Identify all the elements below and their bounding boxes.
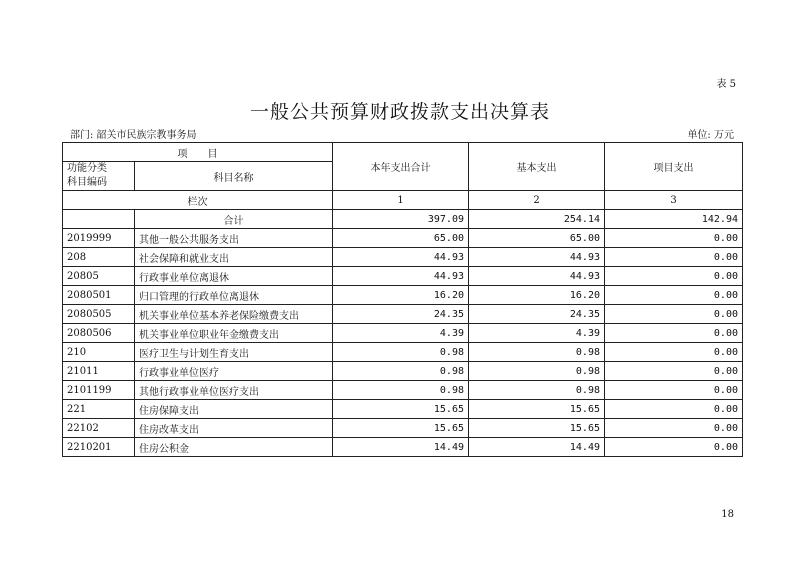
row-basic: 16.20 [469,286,605,305]
row-subject-name: 其他行政事业单位医疗支出 [135,381,333,400]
row-subject-name: 住房改革支出 [135,419,333,438]
row-total: 15.65 [333,419,469,438]
total-sum: 397.09 [333,210,469,229]
row-project: 0.00 [605,324,743,343]
row-project: 0.00 [605,305,743,324]
page-number: 18 [721,509,734,520]
row-basic: 15.65 [469,419,605,438]
table-row [63,229,743,248]
row-basic: 0.98 [469,381,605,400]
project-header: 项 目 [63,143,333,162]
row-project: 0.00 [605,229,743,248]
row-project: 0.00 [605,343,743,362]
row-code: 2080501 [63,286,135,305]
category-code-line2: 科目编码 [67,177,107,188]
row-code: 2210201 [63,438,135,457]
row-project: 0.00 [605,400,743,419]
table-row [63,324,743,343]
table-row [63,343,743,362]
row-code: 208 [63,248,135,267]
header-row-1 [63,143,743,162]
row-total: 0.98 [333,381,469,400]
row-basic: 0.98 [469,343,605,362]
table-row [63,362,743,381]
subject-name-header: 科目名称 [135,162,333,191]
row-code: 20805 [63,267,135,286]
row-project: 0.00 [605,438,743,457]
column-no-2: 2 [469,191,605,210]
table-row [63,381,743,400]
row-total: 44.93 [333,267,469,286]
row-project: 0.00 [605,286,743,305]
row-project: 0.00 [605,248,743,267]
total-project: 142.94 [605,210,743,229]
basic-header: 基本支出 [469,143,605,191]
row-subject-name: 医疗卫生与计划生育支出 [135,343,333,362]
category-code-line1: 功能分类 [67,163,107,174]
category-code-header [63,162,135,191]
column-no-label: 栏次 [63,191,333,210]
row-basic: 44.93 [469,248,605,267]
row-total: 4.39 [333,324,469,343]
row-total: 65.00 [333,229,469,248]
table-row [63,267,743,286]
total-basic: 254.14 [469,210,605,229]
row-code: 22102 [63,419,135,438]
row-total: 0.98 [333,343,469,362]
row-basic: 0.98 [469,362,605,381]
row-total: 44.93 [333,248,469,267]
row-subject-name: 住房保障支出 [135,400,333,419]
row-code: 2080506 [63,324,135,343]
row-subject-name: 归口管理的行政单位离退休 [135,286,333,305]
total-code-cell [63,210,135,229]
row-project: 0.00 [605,419,743,438]
row-basic: 4.39 [469,324,605,343]
table-row [63,419,743,438]
row-subject-name: 住房公积金 [135,438,333,457]
row-code: 2101199 [63,381,135,400]
total-row [63,210,743,229]
expenditure-table [62,142,743,457]
table-row [63,400,743,419]
project-exp-header: 项目支出 [605,143,743,191]
row-project: 0.00 [605,362,743,381]
row-total: 14.49 [333,438,469,457]
row-subject-name: 其他一般公共服务支出 [135,229,333,248]
table-row [63,305,743,324]
column-no-1: 1 [333,191,469,210]
table-row [63,248,743,267]
row-project: 0.00 [605,381,743,400]
row-subject-name: 社会保障和就业支出 [135,248,333,267]
row-project: 0.00 [605,267,743,286]
row-subject-name: 机关事业单位基本养老保险缴费支出 [135,305,333,324]
row-total: 0.98 [333,362,469,381]
table-row [63,438,743,457]
row-code: 210 [63,343,135,362]
page-title: 一般公共预算财政拨款支出决算表 [249,101,550,123]
row-code: 221 [63,400,135,419]
row-total: 15.65 [333,400,469,419]
row-code: 21011 [63,362,135,381]
table-number: 表 5 [716,79,736,90]
column-no-3: 3 [605,191,743,210]
row-code: 2019999 [63,229,135,248]
row-basic: 14.49 [469,438,605,457]
row-total: 16.20 [333,286,469,305]
row-subject-name: 行政事业单位医疗 [135,362,333,381]
row-basic: 24.35 [469,305,605,324]
row-subject-name: 机关事业单位职业年金缴费支出 [135,324,333,343]
table-row [63,286,743,305]
row-basic: 15.65 [469,400,605,419]
column-number-row [63,191,743,210]
row-basic: 44.93 [469,267,605,286]
total-header: 本年支出合计 [333,143,469,191]
row-basic: 65.00 [469,229,605,248]
row-total: 24.35 [333,305,469,324]
unit-label: 单位: 万元 [687,130,734,141]
row-subject-name: 行政事业单位离退休 [135,267,333,286]
total-label: 合计 [135,210,333,229]
row-code: 2080505 [63,305,135,324]
department-label: 部门: 韶关市民族宗教事务局 [70,130,197,141]
